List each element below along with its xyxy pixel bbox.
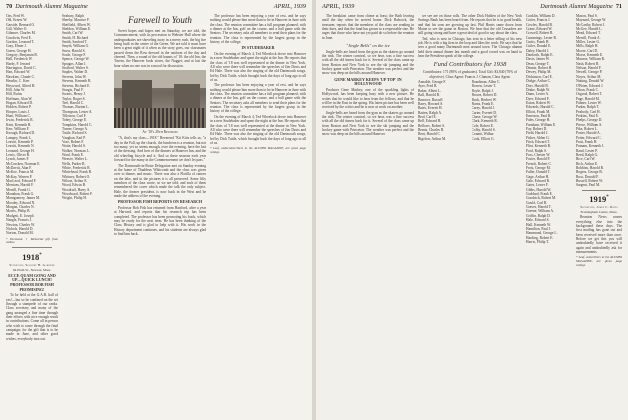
name-entry: Cowles, Harold B. (526, 22, 553, 27)
name-entry: Tobey, George E. (62, 118, 87, 123)
column-roll-2 (62, 14, 110, 418)
name-entry: Hale, Edward S. (526, 218, 550, 223)
name-entry: Kent, Kenneth B. (6, 122, 32, 127)
right-page-header (322, 3, 622, 12)
class-secretary: Secretary, James C. Davis (580, 205, 618, 210)
name-entry: Dorr, Harold B. (526, 83, 549, 88)
name-entry: Newell, George P. (576, 70, 603, 75)
name-entry: Ford, Ralph S. (526, 148, 547, 153)
name-entry: Hammond, George L. (526, 231, 558, 236)
name-entry: Smith, Carl W. (62, 31, 84, 36)
name-entry: Ohl, Ernest W. (6, 18, 28, 23)
name-entry: Robbins, Harold R. (576, 166, 604, 171)
name-entry: Dyer, Edward F. (526, 96, 550, 101)
name-entry: Whitney, Robert O. (62, 174, 91, 179)
name-entry: Gale, Edward R. (526, 179, 550, 184)
name-entry: Noyes, Arthur M. (576, 74, 602, 79)
article-paragraph: On the evening of March 4, Ted Wheelock drove into Hanover in a new Studebaker and spent the night at the Inn. He reports that the class of '18 was well represented at the dinner in New York. All who were there will remember the speeches of Jim Davis and Ed Hale. There was also the singing of the old Dartmouth songs, led by Dick Tuttle, which brought back the days of long ago to all of us. (210, 52, 306, 83)
name-entry: Rice, Carl W. (576, 157, 596, 162)
article-title: Farewell to Youth (128, 15, 192, 25)
name-entry: Fisher, Alden G. (526, 135, 550, 140)
name-entry: Kerr, William F. (6, 126, 30, 131)
name-entry: Bell, Edward B. (418, 119, 442, 124)
name-entry: Cook, Elliott G. (471, 136, 495, 141)
name-entry: Curtis, Frank H. (526, 40, 550, 45)
name-entry: Goodwin, Fred E. (6, 35, 32, 40)
roll-list (576, 14, 622, 188)
page-number: 70 (6, 3, 13, 10)
name-entry: Fay, Robert D. (526, 126, 548, 131)
name-entry: Staples, Walter D. (62, 70, 88, 75)
name-entry: Morgan, Charles N. (6, 205, 35, 210)
name-entry: Eaton, Robert W. (526, 100, 551, 105)
page-number: 71 (615, 3, 622, 10)
name-entry: Rich, Arthur E. (576, 161, 598, 166)
name-entry: Dennis, Robert H. (526, 66, 553, 71)
name-entry: Dodge, Arthur C. (526, 79, 551, 84)
name-entry: Sheehy, Maurice F. (62, 18, 90, 23)
name-entry: Leonard, George H. (6, 148, 35, 153)
name-entry: Dunn, Lester A. (526, 92, 549, 97)
name-entry: Frost, George M. (526, 166, 551, 171)
name-entry: Flint, Kenneth B. (526, 144, 551, 149)
name-entry: Gates, Lester F. (526, 183, 549, 188)
name-entry: Vose, Robert F. (62, 139, 85, 144)
name-entry: Smyth, William G. (62, 44, 90, 49)
name-entry: Goodrich, Robert M. (526, 196, 557, 201)
name-entry: Carey, Harold J. (471, 106, 495, 111)
name-entry: Ball, Harold B. (418, 93, 440, 98)
name-entry: McKay, Warren P. (6, 174, 33, 179)
name-entry: Oas, Fred W. (6, 14, 25, 18)
name-entry: Edwards, Harold C. (526, 105, 555, 110)
article-paragraph: The breakfast came from chime at least; the Bath leaving until the day when he arrived home. Dick Babcock, the treasurer, reports that the members of the class are sending in their dues, and that the fund has grown to a respectable size. He urges that those who have not yet paid do so before the reunion in June. (322, 14, 414, 40)
name-entry: Fuller, Donald T. (526, 170, 551, 175)
name-entry: Bigelow, Arthur M. (418, 136, 447, 141)
name-entry: Waite, Harold S. (62, 144, 86, 149)
article-paragraph: Producer Gene Markey, one of the sparkling lights of Hollywood, has been keeping busy with a new picture. He writes that he would like to hear from the fellows, and that he will be in the East in the spring. His latest picture has been well received by the critics and he is now at work on another. (322, 87, 414, 110)
name-entry: Walker, Norman L. (62, 148, 90, 153)
article-paragraph: Sweet hopes and hopes met on Saturday, we are told, the Commencement, with its procession to Webster Hall where the undergraduates are shoveling away in a merry rush, the big fire being built in the center of the Green. We are told it must have been a great night of it when as the story goes, our classmates passed down the Row dressed in the uniform of the day and cheered. Then, a round of the old haunts of '18: the old Inn, the Tavern, the Hanover book stores, the Nugget; and at last the hour when no one was in a mood for discussion. (114, 29, 206, 68)
name-entry: Gibbs, Harold W. (526, 187, 552, 192)
name-entry: Foster, Harold P. (526, 157, 551, 162)
name-entry: Cotter, Francis J. (526, 18, 551, 23)
footnote: * Leaf, subscribers to the ALUMNI MAGAZINE, are given page ratings. (576, 255, 622, 268)
name-entry: Maynard, George W. (576, 18, 607, 23)
name-entry: Daley, Harold J. (526, 48, 550, 53)
name-entry: Annable, George F. (418, 80, 446, 85)
name-entry: White, Frederick R. (62, 166, 91, 171)
fund-info: Contributors: 171 (80% of graduates). Total Gift: $3,840 (70% of objective). Class Agent: Francis J. Claman, Class Agent. (422, 70, 517, 79)
name-entry: Olson, Frank C. (576, 87, 599, 92)
name-entry: Stevens, John W. (62, 74, 87, 79)
name-entry: Woodruff, Harry A. (62, 187, 91, 192)
divider (12, 247, 52, 248)
article-paragraph: On the evening of March 4, Ted Wheelock drove into Hanover in a new Studebaker and spent the night at the Inn. He reports that the class of '18 was well represented at the dinner in New York. All who were there will remember the speeches of Jim Davis and Ed Hale. There was also the singing of the old Dartmouth songs, led by Dick Tuttle, which brought back the days of long ago to all of us. (210, 114, 306, 145)
left-page (0, 0, 312, 420)
name-entry: Merrill, Frank G. (6, 187, 31, 192)
roll-list (6, 14, 58, 236)
name-entry: Teel, Harold C. (62, 100, 85, 105)
name-entry: Wood, Edwin B. (62, 183, 86, 188)
name-entry: Gilmore, Charles M. (6, 31, 36, 36)
name-entry: Brown, Robert D. (471, 93, 498, 98)
name-entry: Cutler, Donald E. (526, 44, 552, 49)
divider (582, 190, 616, 191)
name-entry: Swarts, Henry J. (62, 92, 86, 97)
name-entry: Newton, Charles W. (6, 222, 35, 227)
name-entry: Pike, Robert L. (576, 126, 598, 131)
name-entry: Pratt, Frank H. (576, 139, 598, 144)
footnote: * Leaf, undersubscribers to the ALUMNI MAGAZINE, are given page ratings. (210, 146, 306, 155)
name-entry: Reed, Ralph G. (576, 153, 599, 157)
class-secretary: Secretary, Seabury H. Gardner (9, 262, 55, 267)
name-entry: Weaver, Walter L. (62, 157, 88, 162)
name-entry: Heywood, Alfred H. (6, 83, 36, 88)
article-paragraph: Professor Bob Fish has returned from Hartford, after a year at Harvard, and reports that his research trip has been completed. The professor has been promoting his book, which may be ready for the next term. He has been thinking of the Class History and is glad to help with it. His work in the History department continues, and his students are always glad to find him back. (114, 205, 206, 236)
name-entry: Harris, Philip T. (526, 239, 550, 244)
name-entry: Rand, Lester P. (576, 148, 598, 153)
name-entry: Thomas, Burton L. (62, 105, 90, 110)
name-entry: Bowen, Lester T. (471, 84, 497, 89)
fund-contributors (418, 80, 522, 141)
name-entry: Stevens, Kenneth B. (62, 79, 92, 84)
name-entry: Hardy, F. Jerrard (6, 61, 31, 66)
name-entry: Hoffman, Alan W. (6, 96, 33, 101)
class-year-heading: 1918* (22, 251, 42, 262)
name-entry: Sheldon, William E. (62, 27, 92, 32)
name-entry: Hall, Frederick W. (6, 57, 33, 62)
name-entry: McKoe, Francis M. (6, 170, 35, 175)
name-entry: Boyle, Ralph J. (471, 88, 494, 93)
name-entry: O'Brien, Edward J. (576, 83, 604, 88)
name-entry: Spragos, Allan J. (62, 61, 87, 66)
name-entry: Hill, John W. (6, 87, 25, 92)
name-entry: Tuttle, Richard S. (62, 131, 88, 136)
article-paragraph: The professor has been enjoying a year of rest, and he says nothing would please him more than to be in Hanover in June with the class. The reunion committee has a full program planned, with a dinner at the Inn, golf on the course, and a ball game with the Seniors. The secretary asks all members to send their plans for the reunion. The class is represented by the largest group in the history of the college. (210, 14, 306, 45)
name-entry: Tompkins, Harold C. (62, 122, 93, 127)
name-entry: Hogan, Edward D. (6, 100, 33, 105)
name-entry: Colby, Harold S. (471, 127, 496, 132)
name-entry: Sturgis, Paul F. (62, 87, 84, 92)
article-paragraph: we see are on those rolls. The other Dick Holden of the New York Savings Bank has been heard from. He reports that he is in good health, and that his sons are growing up fast. Phil Harris came down from Maine to see the game in Boston. We hear that the old Crusaders are still going strong and have a great deal of good to say about the class. (418, 14, 522, 36)
issue-date: APRIL, 1939 (322, 3, 355, 10)
name-entry: Smith, H. Richard (62, 35, 89, 40)
name-entry: Seabury, Ralph (62, 14, 84, 18)
name-entry: Harrington, David C. (6, 66, 37, 71)
column-roll-3 (526, 14, 572, 418)
name-entry: Montgomery, James M. (6, 196, 41, 201)
name-entry: Griffin, Ralph D. (526, 213, 551, 218)
name-entry: Munroe, William R. (576, 57, 605, 62)
name-entry: Russell, Robert W. (576, 179, 603, 184)
name-entry: Hamilton, Paul J. (526, 226, 551, 231)
name-entry: Cole, Robert E. (471, 123, 494, 128)
article-paragraph: The professor has been enjoying a year of rest, and he says nothing would please him more than to be in Hanover in June with the class. The reunion committee has a full program planned, with a dinner at the Inn, golf on the course, and a ball game with the Seniors. The secretary asks all members to send their plans for the reunion. The class is represented by the largest group in the history of the college. (210, 83, 306, 114)
name-entry: Snow, Harold S. (62, 48, 86, 53)
name-entry: Phelps, George D. (576, 118, 603, 123)
name-entry: Goddard, Frank E. (526, 192, 553, 197)
name-entry: Crane, Edward W. (526, 27, 553, 32)
section-headline: PROFESSOR FISH REPORTS ON RESEARCH (117, 199, 203, 205)
name-entry: Nash, Robert B. (576, 61, 600, 66)
name-entry: Hart, Edward W. (6, 70, 31, 75)
name-entry: Leavitt, Kenneth N. (6, 144, 35, 149)
name-entry: Potter, Edward C. (576, 135, 602, 140)
name-entry: Tillotson, Carl F. (62, 113, 87, 118)
name-entry: Sargent, Paul M. (576, 183, 601, 188)
name-entry: Foss, Chester W. (526, 153, 551, 157)
name-entry: Fales, George H. (526, 118, 551, 123)
name-entry: Nangle, Francis J. (6, 218, 32, 223)
name-entry: Drake, Ralph W. (526, 87, 550, 92)
name-entry: Mills, Ralph H. (576, 44, 599, 49)
class-address: 64 Plum St., Newton, Mass. (12, 267, 52, 272)
name-entry: Pierce, William S. (576, 122, 603, 127)
name-entry: Nichols, Harold D. (6, 226, 34, 231)
name-entry: Monahan, Frank G. (6, 192, 35, 197)
name-entry: Perkins, Paul E. (576, 113, 599, 118)
name-entry: Dickinson, Carl E. (526, 74, 553, 79)
name-entry: Fitch, Edward T. (526, 139, 551, 144)
photo-caption: At '18's 20th Reunion (142, 130, 178, 135)
name-entry: Sheffield, Albert W. (62, 22, 91, 27)
name-entry: MacLeod, Edward F. (6, 179, 37, 184)
name-entry: Whitehead, Frank B. (62, 170, 92, 175)
name-entry: Burns, Frank E. (471, 101, 495, 106)
name-entry: Rogers, George B. (576, 170, 603, 175)
class-address: Framingham Centre, Mass. (580, 210, 618, 215)
column-news-1 (322, 14, 414, 418)
name-entry: Hill, Rufus (6, 92, 22, 97)
name-entry: Danforth, Ralph E. (526, 53, 554, 58)
name-entry: Gould, Carl B. (526, 200, 548, 205)
article-paragraph: "A, that's my class—1918." Reverend "Kit Kitts tells us, "a day in the Fall, up the church, the luncheon is a reunion, but not too many, yet so seems enough, over the evening, have the last of the dressing. And how of the dinners at Hanover Inn, and the old wheeling bicycle and it. And so these seasons each year forward for the many in the Commencement we don't let pass." (114, 136, 206, 163)
name-entry: Beal, Carl E. (418, 114, 437, 119)
name-entry: Hawkins, Claude C. (6, 74, 35, 79)
name-entry: Mudgett, E. Joseph (6, 213, 34, 218)
fund-title: Fund Contributors for 1938 (433, 61, 507, 69)
roll-list (526, 14, 572, 244)
name-entry: Irwin, Frederick R. (6, 118, 34, 123)
name-entry: Merrill, Frank A. (576, 35, 601, 40)
name-entry: Gage, Arthur H. (526, 174, 550, 179)
name-entry: Dean, George T. (526, 61, 550, 66)
section-headline: GENE MARKEY KEEPS 'UP TOP' IN HOLLYWOOD (334, 76, 402, 87)
name-entry: Stafford, Walter S. (62, 66, 89, 71)
right-page (316, 0, 628, 420)
name-entry: Farnham, William E. (526, 122, 557, 127)
name-entry: Leavitt, Kenneth P. (6, 139, 34, 144)
name-entry: Porter, Harold A. (576, 131, 601, 136)
name-entry: Crowell, Robert B. (526, 31, 554, 36)
article-paragraph: Jingle-bells are heard from the gym as the skaters go around the rink. The winter carnival, so we hear, was a fine success with all the old timers back for it. Several of the class came up from Boston and New York to see the ski jumping and the hockey game with Princeton. The weather was perfect and the snow was deep on the hills around Hanover. (322, 49, 414, 76)
name-entry: Miller, Lester G. (576, 40, 601, 45)
article-paragraph: Jingle-bells are heard from the gym as the skaters go around the rink. The winter carnival, so we hear, was a fine success with all the old timers back for it. Several of the class came up from Boston and New York to see the ski jumping and the hockey game with Princeton. The weather was perfect and the snow was deep on the hills around Hanover. (322, 110, 414, 137)
journal-title: Dartmouth Alumni Magazine (15, 3, 88, 10)
name-entry: Gregory, Benjamin B. (6, 53, 38, 58)
name-entry: Taylor, Roger S. (62, 96, 86, 101)
name-entry: Gray, Elmer J. (6, 44, 27, 49)
name-entry: Green, George H. (6, 48, 32, 53)
name-entry: Buck, Herbert W. (471, 97, 497, 102)
contributor-list (418, 80, 469, 141)
name-entry: Woodward, Robert F. (62, 192, 93, 197)
name-entry: Morris, Philip B. (6, 209, 31, 214)
name-entry: Bent, Harold C. (418, 132, 441, 137)
name-entry: Clark, Kenneth R. (471, 119, 498, 124)
name-entry: Lewis, Oliver B. (6, 153, 30, 157)
name-entry: Field, Harold J. (526, 131, 549, 136)
name-entry: Bates, Everett H. (418, 106, 443, 111)
name-entry: Merriam, Harold F. (6, 183, 34, 188)
name-entry: Lampey, Frank L. (6, 135, 32, 140)
column-news-2 (418, 14, 522, 418)
name-entry: Parker, Ralph T. (576, 105, 600, 110)
name-entry: Conant, Wilbur (471, 132, 494, 137)
journal-title: Dartmouth Alumni Magazine (540, 3, 613, 10)
name-entry: Emerson, Paul R. (526, 113, 552, 118)
name-entry: Baker, Albert L. (418, 88, 442, 93)
column-roll-4 (576, 14, 622, 418)
class-text: Reunion News comes everything else into the background these days. The first mailing has gone out and been received more than once. Before we get this you will undoubtedly have received it again and undoubtedly ask for measurements. (576, 215, 622, 255)
left-page-header (6, 3, 306, 12)
section-headline: IN STUDEBAKER (241, 45, 275, 51)
name-entry: Greene, William A. (526, 209, 554, 214)
name-entry: Mason, Paul S. (576, 14, 598, 18)
name-entry: Mead, Edward T. (576, 31, 601, 36)
name-entry: Moodey, Edward N. (6, 200, 36, 205)
name-entry: Ward, Frank E. (62, 153, 84, 157)
article-paragraph: Ted, who is now in Chicago, has sent in a letter telling of his new job. He is with a big firm in the loop and likes the work. He says that he sees a good many Dartmouth men around town. The Chicago alumni held their annual dinner last month and a good crowd was on hand to hear the President speak of the college. (418, 36, 522, 59)
name-entry: Lynch, James F. (6, 157, 30, 162)
class-year-heading: 1919* (589, 194, 609, 205)
name-entry: Norton, Donald M. (6, 231, 34, 236)
name-entry: Conklin, William D. (526, 14, 556, 18)
reunion-photo (114, 70, 206, 128)
name-entry: Batten, Ralph A. (418, 110, 442, 115)
name-entry: Soule, George F. (62, 53, 87, 58)
name-entry: Turner, George A. (62, 126, 89, 131)
name-entry: Peabody, Carl H. (576, 109, 601, 114)
name-entry: Smith, Sanford T. (62, 40, 88, 45)
name-entry: Wells, Parker R. (62, 161, 86, 166)
name-entry: Heurlin, C. Kerr (6, 79, 30, 84)
name-entry: Page, Harold M. (576, 96, 600, 101)
name-entry: Harding, Robert E. (526, 235, 554, 240)
name-entry: Hunt, William C. (6, 113, 31, 118)
name-entry: Graves, Harold T. (526, 205, 552, 210)
name-entry: Nelson, Harold F. (576, 66, 602, 71)
class-headline: ECCE QUAM GONG AND UP—QUICK LUNCH! PROFESSOR BOB FISH PROMISING! (8, 272, 56, 292)
name-entry: McCracken, Norman E. (6, 161, 41, 166)
name-entry: Osgood, Robert T. (576, 92, 603, 97)
column-farewell-2 (210, 14, 306, 418)
name-entry: Keough, Richard D. (6, 131, 35, 136)
name-entry: Vaughan, Earl P. (62, 135, 86, 140)
column-roll-1 (6, 14, 58, 418)
section-headline: "Jingle Bells" on the ice (346, 43, 390, 49)
name-entry: Wright, Philip H. (62, 196, 87, 201)
name-entry: Barry, Howard S. (418, 101, 444, 106)
name-entry: French, Robert C. (526, 161, 552, 166)
name-entry: Garside, Bernard O. (6, 22, 35, 27)
name-entry: Gordon, Leonard T. (6, 40, 35, 45)
name-entry: Bellows, Robert S. (418, 123, 446, 128)
roll-footnote: * Deceased. † Memorial gift from widow. (6, 236, 58, 245)
name-entry: Barrows, Russell (418, 97, 443, 102)
column-farewell-1 (114, 14, 206, 418)
name-entry: Chase, George W. (471, 114, 498, 119)
name-entry: Boardman, Allen C. (471, 80, 501, 85)
name-entry: McCarthy, Robert J. (576, 22, 606, 27)
name-entry: Carter, Everett D. (471, 110, 497, 115)
name-entry: Dewey, Philip M. (526, 70, 552, 75)
name-entry: Holden, Robert P. (6, 105, 32, 110)
name-entry: Ayer, Fred B. (418, 84, 438, 89)
name-entry: Hall, Kenneth W. (526, 222, 551, 227)
roll-list (62, 14, 110, 201)
name-entry: Moore, Carl D. (576, 48, 598, 53)
name-entry: McDavitt, Alan F. (6, 166, 32, 171)
name-entry: Putnam, Kenneth J. (576, 144, 605, 149)
name-entry: Ross, Donald F. (576, 174, 599, 179)
name-entry: Spence, George W. (62, 57, 90, 62)
name-entry: Gill, Walter O. (6, 27, 28, 32)
class-text: To be held at the G.A.R. hall of yes!—but so be confined on the set through a stampede of our ranks. Class secretary and many of the gang arranged a fine time through their efforts with nice enough result in contributions. Come all in person who wish to come through the final campaign; for the gift that is to be made in June, and other good wishes, everybody turn out. (6, 293, 58, 341)
name-entry: Elliott, Frank M. (526, 109, 551, 114)
name-entry: Morse, Kenneth E. (576, 53, 604, 58)
name-entry: Bemis, Charles B. (418, 127, 445, 132)
name-entry: Nutting, Donald W. (576, 79, 605, 84)
article-paragraph: The Dartmouth-in-Boise Delegation met on Sunday evening at the home of Thaddeus Whitcomb and the class was given over to dinner, and music. There was also a Flotilla of canoes on the lake, and in the pictures it is all preserved. Some fifty members of the class wrote, so we are told, and each of them remembered the cover which made the talk the only subject. Hale, the former president, is now back in the West and he made the address of the evening. (114, 163, 206, 198)
name-entry: Thompson, Lester A. (62, 109, 93, 114)
name-entry: Davis, James W. (526, 57, 550, 62)
name-entry: Palmer, Lester W. (576, 100, 602, 105)
name-entry: Hooper, Louis J. (6, 109, 30, 114)
name-entry: Wilson, Arthur E. (62, 179, 88, 184)
issue-date: APRIL, 1939 (273, 3, 306, 10)
name-entry: McGee, Harold L. (576, 27, 603, 32)
contributor-list (472, 80, 523, 141)
name-entry: Cummings, Lester R. (526, 35, 557, 40)
name-entry: Stevens, Richard E. (62, 83, 91, 88)
